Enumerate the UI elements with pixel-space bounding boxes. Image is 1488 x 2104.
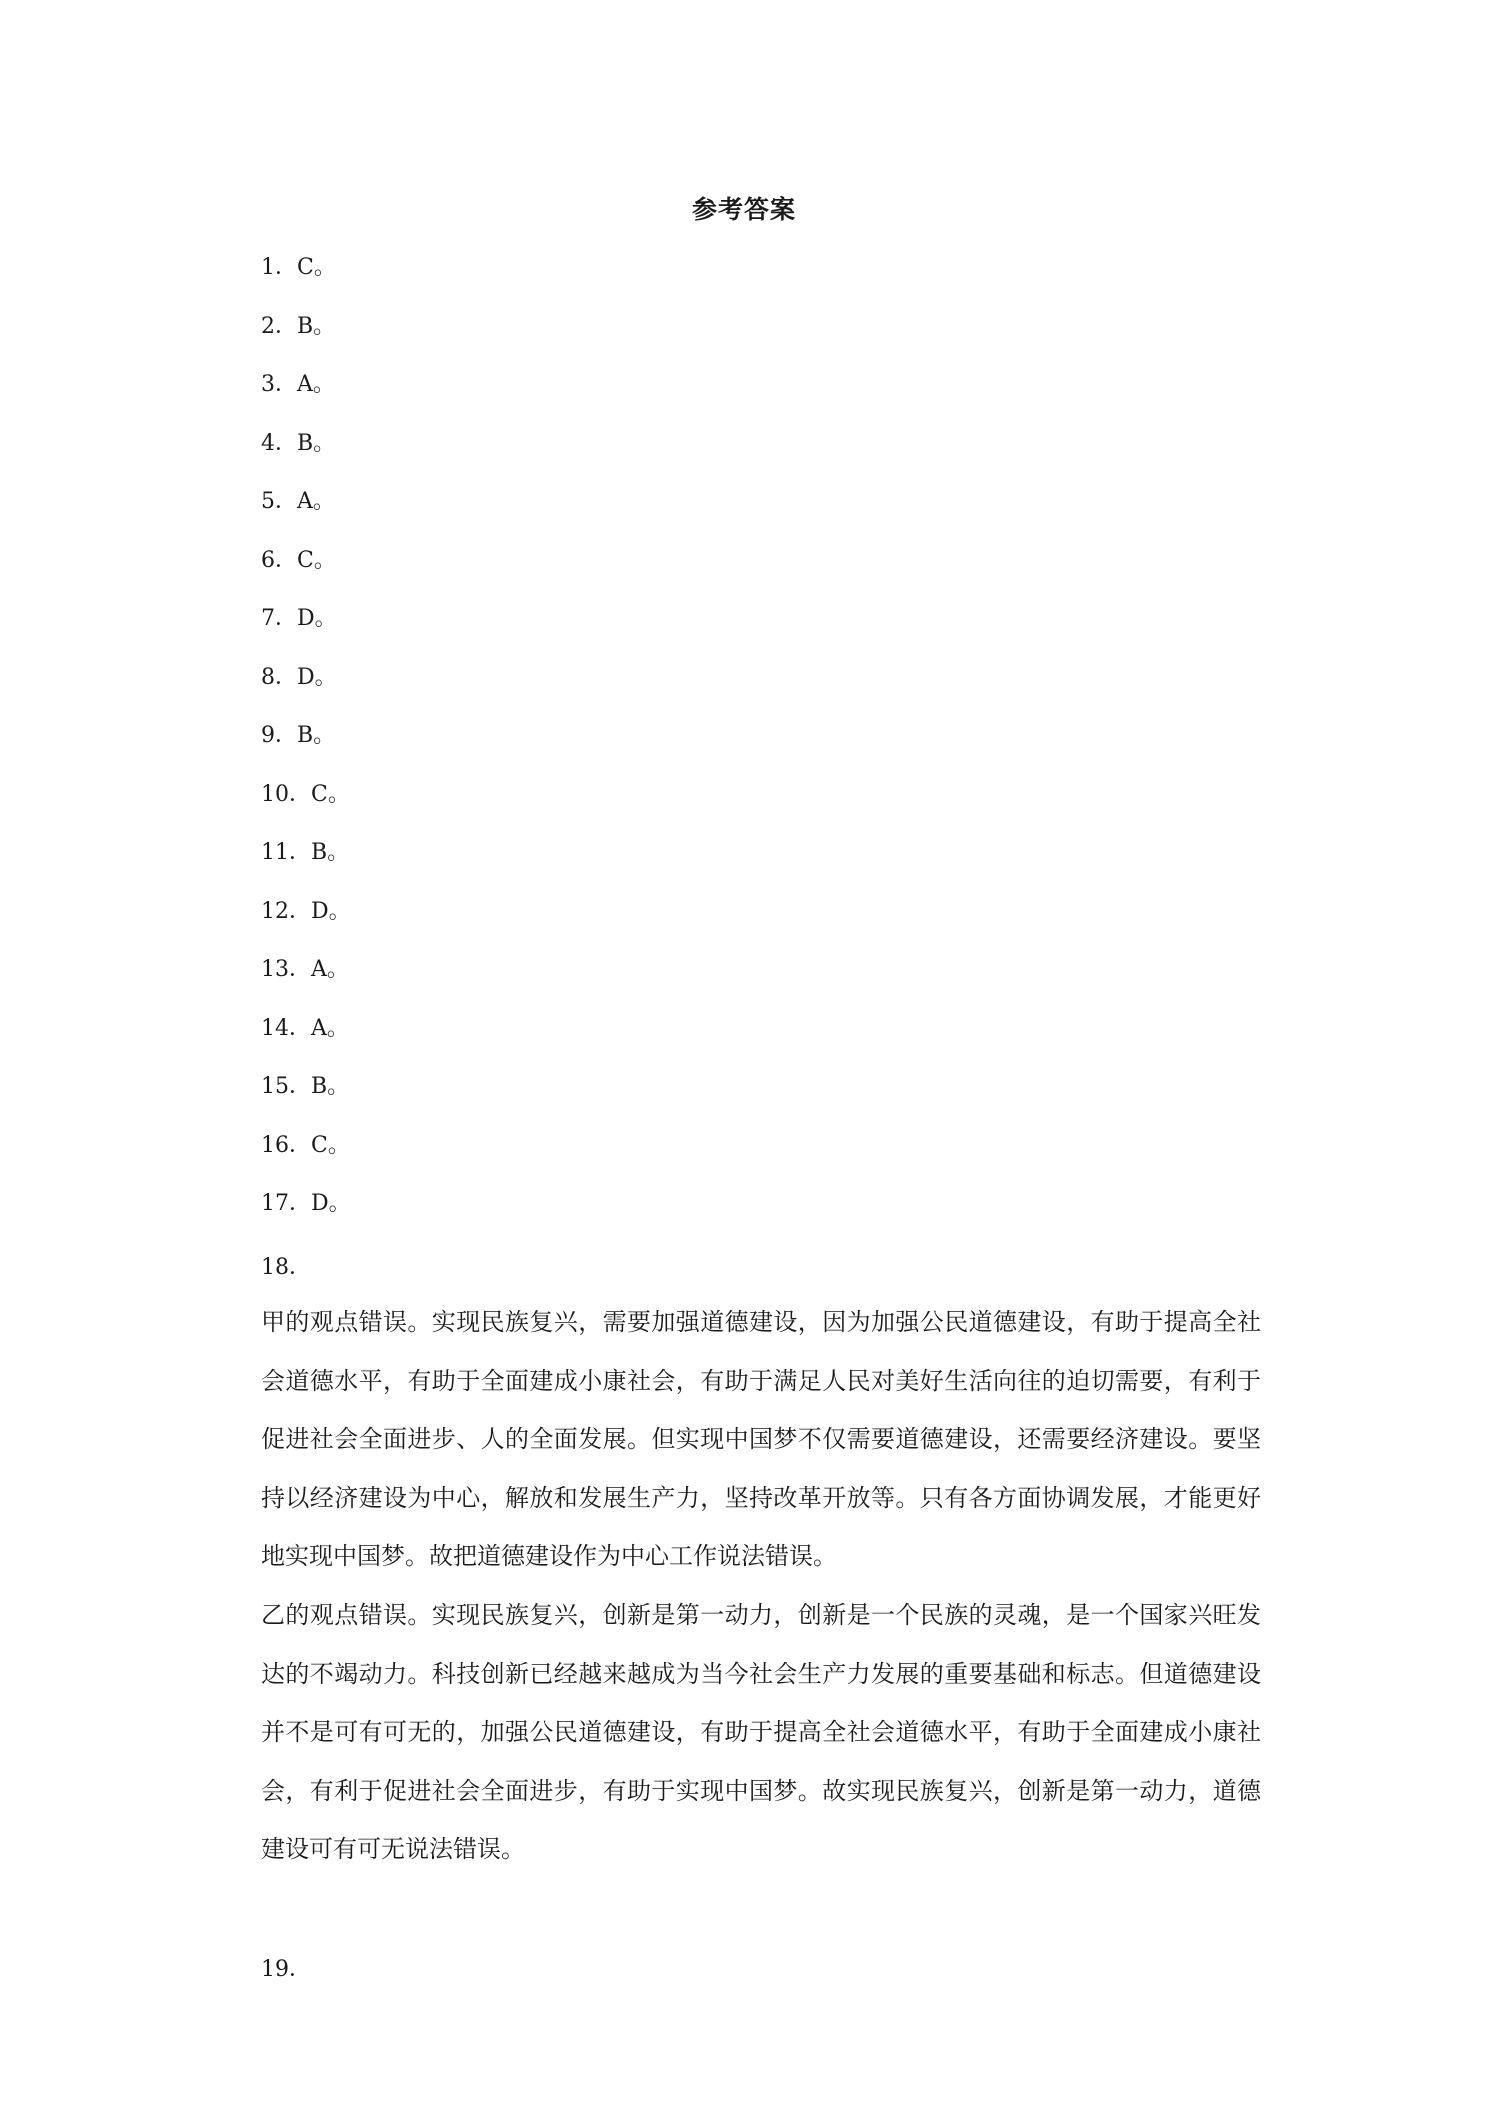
answer-item: 8．D。 [261, 664, 337, 690]
answer-item: 9．B。 [261, 723, 336, 748]
answer-item: 7．D。 [261, 606, 337, 631]
answer-item: 3．A。 [261, 372, 335, 397]
answer-item: 1．C。 [261, 255, 336, 280]
answer-item: 17．D。 [261, 1191, 351, 1216]
question-19-number: 19． [261, 1957, 311, 1982]
answer-item: 5．A。 [261, 489, 335, 514]
page-title: 参考答案 [691, 195, 796, 224]
answer-item: 14．A。 [261, 1015, 349, 1041]
answer-item: 16．C。 [261, 1132, 350, 1158]
answer-item: 15．B。 [261, 1074, 350, 1099]
question-18-paragraph-2: 乙的观点错误。实现民族复兴，创新是第一动力，创新是一个民族的灵魂，是一个国家兴旺发达的不竭动力。科技创新已经越来越成为当今社会生产力发展的重要基础和标志。但道德建设并不是可有可无的，加强公民道德建设，有助于提高全社会道德水平，有助于全面建成小康社会，有利于促进社会全面进步，有助于实现中国梦。故实现民族复兴，创新是第一动力，道德建设可有可无说法错误。 [261, 1601, 1261, 1863]
answer-item: 6．C。 [261, 547, 336, 573]
answer-item: 10．C。 [261, 781, 350, 807]
answer-item: 13．A。 [261, 957, 349, 982]
answer-item: 11．B。 [261, 840, 350, 865]
question-18-paragraph-1: 甲的观点错误。实现民族复兴，需要加强道德建设，因为加强公民道德建设，有助于提高全社会道德水平，有助于全面建成小康社会，有助于满足人民对美好生活向往的迫切需要，有利于促进社会全面进步、人的全面发展。但实现中国梦不仅需要道德建设，还需要经济建设。要坚持以经济建设为中心，解放和发展生产力，坚持改革开放等。只有各方面协调发展，才能更好地实现中国梦。故把道德建设作为中心工作说法错误。 [261, 1308, 1261, 1570]
question-18-number: 18． [261, 1255, 311, 1280]
answer-item: 12．D。 [261, 898, 351, 924]
answer-item: 2．B。 [261, 313, 336, 339]
answer-list [261, 250, 351, 1245]
answer-item: 4．B。 [261, 430, 336, 456]
